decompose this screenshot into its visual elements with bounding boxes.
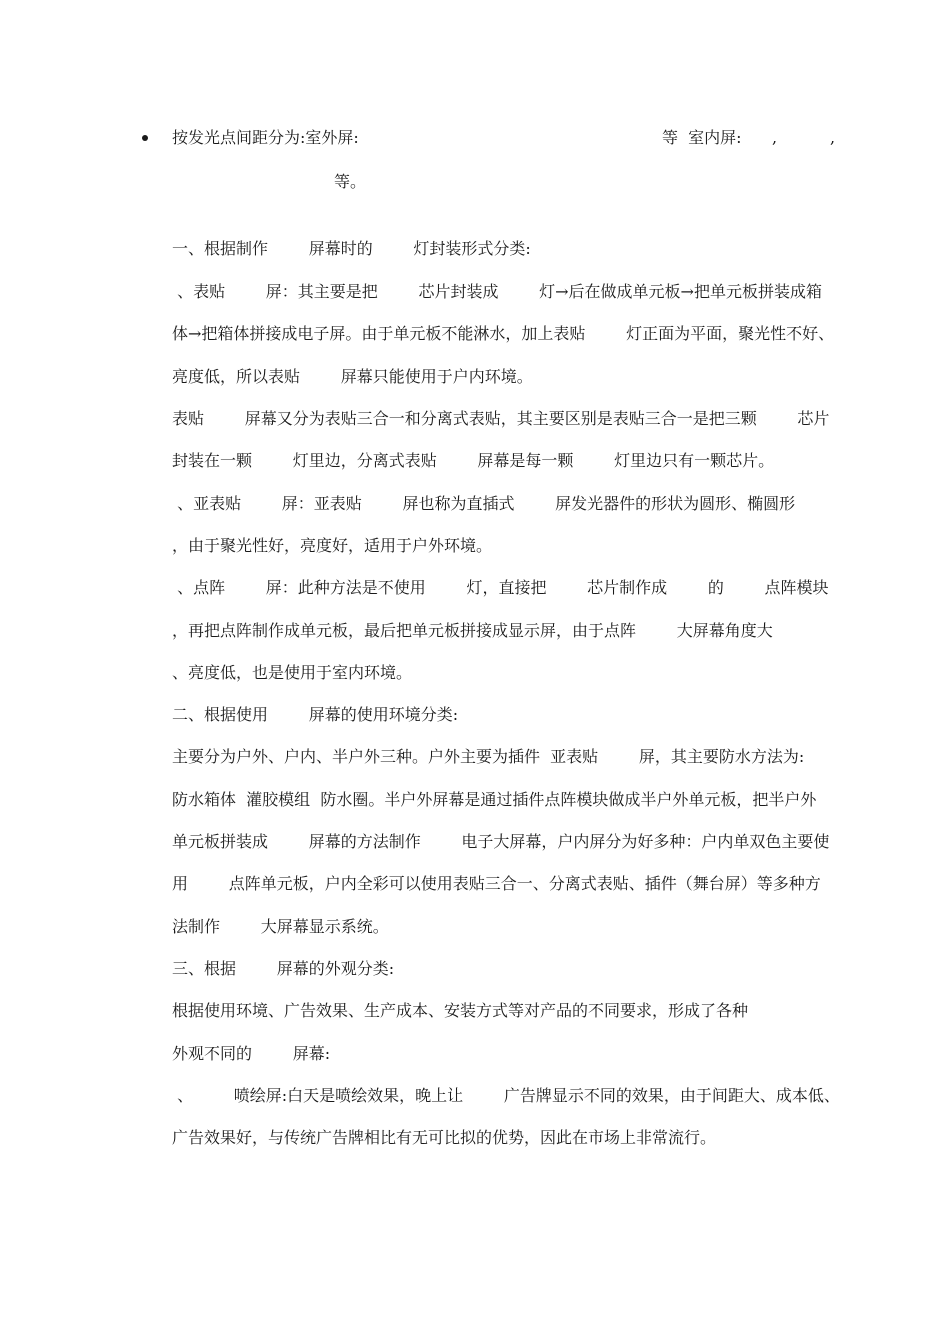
section-1-para-1-line-3: 亮度低，所以表贴 屏幕只能使用于户内环境。 [172, 367, 533, 386]
bullet-line-1-comma-1: , [772, 128, 778, 147]
bullet-line-2: 等。 [334, 172, 367, 191]
section-2-line-5: 法制作 大屏幕显示系统。 [172, 917, 389, 936]
section-2-line-2: 防水箱体 灌胶模组 防水圈。半户外屏幕是通过插件点阵模块做成半户外单元板，把半户外 [172, 790, 817, 809]
section-1-para-4-line-3: 、亮度低，也是使用于室内环境。 [172, 663, 413, 682]
section-1-para-4-line-2: ，再把点阵制作成单元板，最后把单元板拼接成显示屏，由于点阵 大屏幕角度大 [172, 621, 773, 640]
section-3-line-1: 根据使用环境、广告效果、生产成本、安装方式等对产品的不同要求，形成了各种 [172, 1001, 749, 1020]
section-1-para-3-line-1: 、亚表贴 屏：亚表贴 屏也称为直插式 屏发光器件的形状为圆形、椭圆形 [172, 494, 796, 513]
bullet-icon [142, 135, 148, 141]
section-1-para-2-line-1: 表贴 屏幕又分为表贴三合一和分离式表贴，其主要区别是表贴三合一是把三颗 芯片 [172, 409, 830, 428]
section-1-para-3-line-2: ，由于聚光性好，亮度好，适用于户外环境。 [172, 536, 493, 555]
section-1-para-1-line-1: 、表贴 屏：其主要是把 芯片封装成 灯→后在做成单元板→把单元板拼装成箱 [172, 282, 822, 301]
section-2-line-4: 用 点阵单元板，户内全彩可以使用表贴三合一、分离式表贴、插件（舞台屏）等多种方 [172, 874, 821, 893]
section-3-line-4: 广告效果好，与传统广告牌相比有无可比拟的优势，因此在市场上非常流行。 [172, 1128, 717, 1147]
section-3-line-3: 、 喷绘屏:白天是喷绘效果，晚上让 广告牌显示不同的效果，由于间距大、成本低、 [172, 1086, 840, 1105]
section-1-heading: 一、根据制作 屏幕时的 灯封装形式分类: [172, 239, 531, 258]
bullet-line-1-comma-2: , [830, 128, 836, 147]
section-2-line-3: 单元板拼装成 屏幕的方法制作 电子大屏幕，户内屏分为好多种：户内单双色主要使 [172, 832, 830, 851]
section-2-heading: 二、根据使用 屏幕的使用环境分类: [172, 705, 459, 724]
section-1-para-1-line-2: 体→把箱体拼接成电子屏。由于单元板不能淋水，加上表贴 灯正面为平面，聚光性不好、 [172, 324, 835, 343]
section-1-para-2-line-2: 封装在一颗 灯里边，分离式表贴 屏幕是每一颗 灯里边只有一颗芯片。 [172, 451, 775, 470]
section-2-line-1: 主要分为户外、户内、半户外三种。户外主要为插件 亚表贴 屏，其主要防水方法为: [172, 747, 805, 766]
section-3-line-2: 外观不同的 屏幕: [172, 1044, 331, 1063]
bullet-line-1-start: 按发光点间距分为:室外屏: [172, 128, 359, 147]
section-1-para-4-line-1: 、点阵 屏：此种方法是不使用 灯，直接把 芯片制作成 的 点阵模块 [172, 578, 829, 597]
section-3-heading: 三、根据 屏幕的外观分类: [172, 959, 395, 978]
bullet-line-1-indoor: 等 室内屏: [662, 128, 742, 147]
